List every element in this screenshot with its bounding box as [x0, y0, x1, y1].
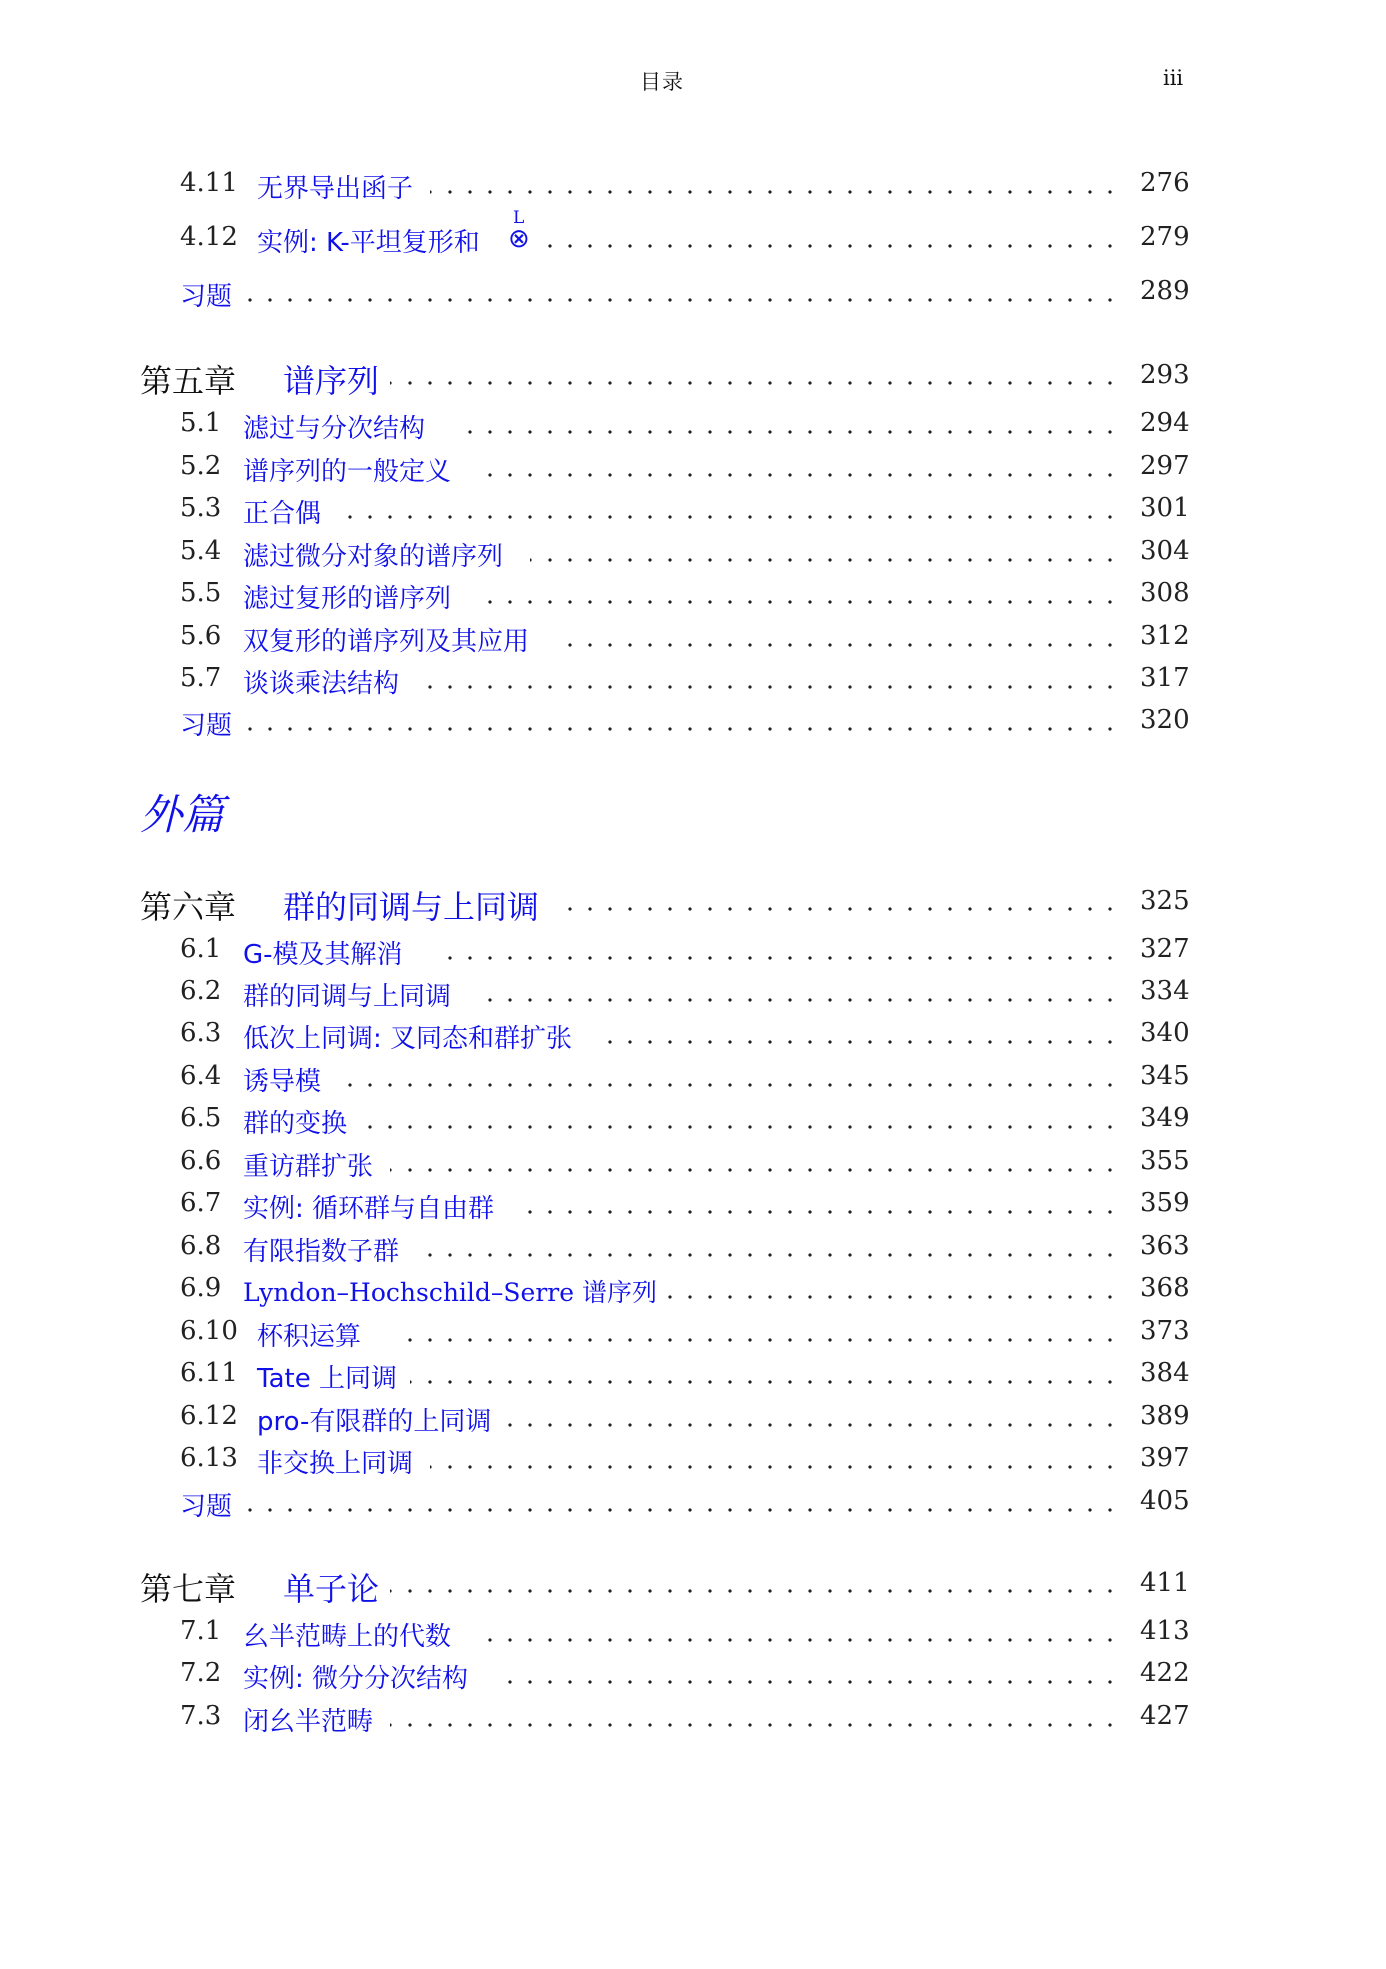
toc-entry-5-5[interactable] [0, 578, 1386, 618]
page-number: 317 [1140, 663, 1190, 693]
dot-leader [530, 558, 1120, 562]
section-title[interactable]: 实例: 微分分次结构 [243, 1664, 469, 1694]
dot-leader [660, 1295, 1120, 1299]
toc-entry-6-4[interactable] [0, 1061, 1386, 1101]
page-number: 325 [1140, 886, 1190, 916]
section-title[interactable]: 正合偶 [243, 499, 322, 529]
page-number: 293 [1140, 360, 1190, 390]
page-number: 297 [1140, 451, 1190, 481]
section-number: 4.11 [180, 168, 238, 198]
page-number: 427 [1140, 1701, 1190, 1731]
page-number: 308 [1140, 578, 1190, 608]
page-number: 345 [1140, 1061, 1190, 1091]
dot-leader [520, 1210, 1120, 1214]
chapter-title[interactable]: 单子论 [283, 1570, 380, 1608]
section-title[interactable]: Tate 上同调 [257, 1364, 397, 1394]
dot-leader [390, 1723, 1120, 1727]
section-number: 6.9 [180, 1273, 222, 1303]
page-number: 334 [1140, 976, 1190, 1006]
section-number: 6.13 [180, 1443, 238, 1473]
dot-leader [245, 727, 1120, 731]
page-number: 389 [1140, 1401, 1190, 1431]
section-title[interactable]: 有限指数子群 [243, 1237, 400, 1267]
section-number: 6.10 [180, 1316, 238, 1346]
section-title[interactable]: 无界导出函子 [257, 174, 414, 204]
section-number: 6.7 [180, 1188, 222, 1218]
section-title[interactable]: 习题 [180, 282, 233, 312]
page-number: 397 [1140, 1443, 1190, 1473]
toc-entry-6-12[interactable] [0, 1401, 1386, 1441]
toc-entry-6-11[interactable] [0, 1358, 1386, 1398]
section-title[interactable]: 重访群扩张 [243, 1152, 374, 1182]
section-number: 6.5 [180, 1103, 222, 1133]
page-number: 304 [1140, 536, 1190, 566]
page-number: 312 [1140, 621, 1190, 651]
dot-leader [555, 643, 1120, 647]
section-title[interactable]: 实例: 循环群与自由群 [243, 1194, 495, 1224]
section-title[interactable]: 实例: K-平坦复形和 [257, 228, 480, 258]
page-number: 340 [1140, 1018, 1190, 1048]
section-title[interactable]: 群的变换 [243, 1109, 348, 1139]
section-number: 5.3 [180, 493, 222, 523]
dot-leader [475, 1638, 1120, 1642]
toc-entry-5-2[interactable] [0, 451, 1386, 491]
toc-entry-5-3[interactable] [0, 493, 1386, 533]
section-title[interactable]: 双复形的谱序列及其应用 [243, 627, 530, 657]
part-heading[interactable]: 外篇 [140, 790, 225, 839]
section-number: 5.4 [180, 536, 222, 566]
section-number: 6.8 [180, 1231, 222, 1261]
section-number: 4.12 [180, 222, 238, 252]
section-number: 6.4 [180, 1061, 222, 1091]
toc-entry-6-9[interactable] [0, 1273, 1386, 1313]
toc-entry-6-10[interactable] [0, 1316, 1386, 1356]
page-number: 363 [1140, 1231, 1190, 1261]
page-number: 411 [1140, 1568, 1190, 1598]
toc-entry-6-3[interactable] [0, 1018, 1386, 1058]
section-number: 6.12 [180, 1401, 238, 1431]
page-number: 276 [1140, 168, 1190, 198]
toc-entry-5-exercises[interactable] [0, 705, 1386, 745]
page-number: 294 [1140, 408, 1190, 438]
dot-leader [440, 956, 1120, 960]
toc-entry-5-4[interactable] [0, 536, 1386, 576]
section-title[interactable]: 滤过与分次结构 [243, 414, 426, 444]
section-number: 5.7 [180, 663, 222, 693]
toc-entry-6-exercises[interactable] [0, 1486, 1386, 1526]
section-title[interactable]: 幺半范畴上的代数 [243, 1622, 452, 1652]
toc-chapter-7[interactable] [0, 1564, 1386, 1608]
toc-entry-5-1[interactable] [0, 408, 1386, 448]
section-title[interactable]: 谈谈乘法结构 [243, 669, 400, 699]
header-title: 目录 [640, 70, 684, 94]
section-number: 5.5 [180, 578, 222, 608]
toc-entry-6-2[interactable] [0, 976, 1386, 1016]
section-number: 6.3 [180, 1018, 222, 1048]
section-title[interactable]: 谱序列的一般定义 [243, 457, 452, 487]
toc-entry-7-1[interactable] [0, 1616, 1386, 1656]
dot-leader [475, 600, 1120, 604]
page-number: 320 [1140, 705, 1190, 735]
section-title[interactable]: 习题 [180, 711, 233, 741]
toc-entry-5-6[interactable] [0, 621, 1386, 661]
toc-entry-5-7[interactable] [0, 663, 1386, 703]
chapter-title[interactable]: 群的同调与上同调 [283, 888, 540, 926]
page-number: 422 [1140, 1658, 1190, 1688]
section-number: 6.1 [180, 934, 222, 964]
section-number: 7.1 [180, 1616, 222, 1646]
toc-chapter-5[interactable] [0, 356, 1386, 400]
page-number: 359 [1140, 1188, 1190, 1218]
toc-entry-6-1[interactable] [0, 934, 1386, 974]
toc-chapter-6[interactable] [0, 882, 1386, 926]
page-number: 373 [1140, 1316, 1190, 1346]
dot-leader [460, 430, 1120, 434]
page-number: 349 [1140, 1103, 1190, 1133]
dot-leader [475, 473, 1120, 477]
toc-entry-7-3[interactable] [0, 1701, 1386, 1741]
dot-leader [360, 1125, 1120, 1129]
section-title[interactable]: Lyndon–Hochschild–Serre 谱序列 [243, 1278, 657, 1307]
section-title[interactable]: 杯积运算 [257, 1322, 362, 1352]
section-number: 5.1 [180, 408, 222, 438]
dot-leader [395, 1338, 1120, 1342]
dot-leader [600, 1040, 1120, 1044]
dot-leader [495, 1680, 1120, 1684]
toc-entry-6-13[interactable] [0, 1443, 1386, 1483]
dot-leader [390, 1168, 1120, 1172]
page-number: 384 [1140, 1358, 1190, 1388]
section-number: 7.3 [180, 1701, 222, 1731]
chapter-number: 第七章 [140, 1570, 237, 1608]
dot-leader [555, 907, 1120, 911]
section-number: 6.11 [180, 1358, 238, 1388]
section-number: 6.2 [180, 976, 222, 1006]
section-title[interactable]: 群的同调与上同调 [243, 982, 452, 1012]
dot-leader [545, 244, 1120, 248]
chapter-number: 第六章 [140, 888, 237, 926]
section-number: 5.2 [180, 451, 222, 481]
toc-entry-6-8[interactable] [0, 1231, 1386, 1271]
otimes-icon: ⊗ [508, 224, 530, 254]
section-number: 5.6 [180, 621, 222, 651]
dot-leader [390, 1589, 1120, 1593]
section-number: 6.6 [180, 1146, 222, 1176]
dot-leader [415, 685, 1120, 689]
dot-leader [505, 1423, 1120, 1427]
section-title[interactable]: pro-有限群的上同调 [257, 1407, 492, 1437]
page-header [0, 66, 1386, 96]
chapter-number: 第五章 [140, 362, 237, 400]
section-title[interactable]: 诱导模 [243, 1067, 322, 1097]
dot-leader [410, 1380, 1120, 1384]
section-title[interactable]: 闭幺半范畴 [243, 1707, 374, 1737]
dot-leader [475, 998, 1120, 1002]
section-title[interactable]: 低次上同调: 叉同态和群扩张 [243, 1024, 573, 1054]
section-number: 7.2 [180, 1658, 222, 1688]
page-number: 327 [1140, 934, 1190, 964]
toc-entry-7-2[interactable] [0, 1658, 1386, 1698]
toc-entry-4-exercises[interactable] [0, 276, 1386, 316]
dot-leader [245, 298, 1120, 302]
page-number: 405 [1140, 1486, 1190, 1516]
dot-leader [245, 1508, 1120, 1512]
dot-leader [390, 381, 1120, 385]
page-number: 279 [1140, 222, 1190, 252]
section-title[interactable]: 滤过微分对象的谱序列 [243, 542, 504, 572]
toc-entry-4-11[interactable] [0, 168, 1386, 208]
section-title[interactable]: 习题 [180, 1492, 233, 1522]
toc-entry-6-6[interactable] [0, 1146, 1386, 1186]
page-number: 355 [1140, 1146, 1190, 1176]
toc-entry-4-12[interactable] [0, 208, 1386, 262]
dot-leader [415, 1253, 1120, 1257]
dot-leader [335, 1083, 1120, 1087]
derived-label: L [513, 208, 525, 228]
chapter-title[interactable]: 谱序列 [283, 362, 380, 400]
page-number: 301 [1140, 493, 1190, 523]
header-page-number: iii [1163, 66, 1184, 90]
page-number: 368 [1140, 1273, 1190, 1303]
page-number: 413 [1140, 1616, 1190, 1646]
toc-entry-6-5[interactable] [0, 1103, 1386, 1143]
page-number: 289 [1140, 276, 1190, 306]
section-title[interactable]: G-模及其解消 [243, 940, 403, 970]
dot-leader [430, 190, 1120, 194]
section-title[interactable]: 滤过复形的谱序列 [243, 584, 452, 614]
section-title[interactable]: 非交换上同调 [257, 1449, 414, 1479]
toc-entry-6-7[interactable] [0, 1188, 1386, 1228]
dot-leader [430, 1465, 1120, 1469]
dot-leader [335, 515, 1120, 519]
